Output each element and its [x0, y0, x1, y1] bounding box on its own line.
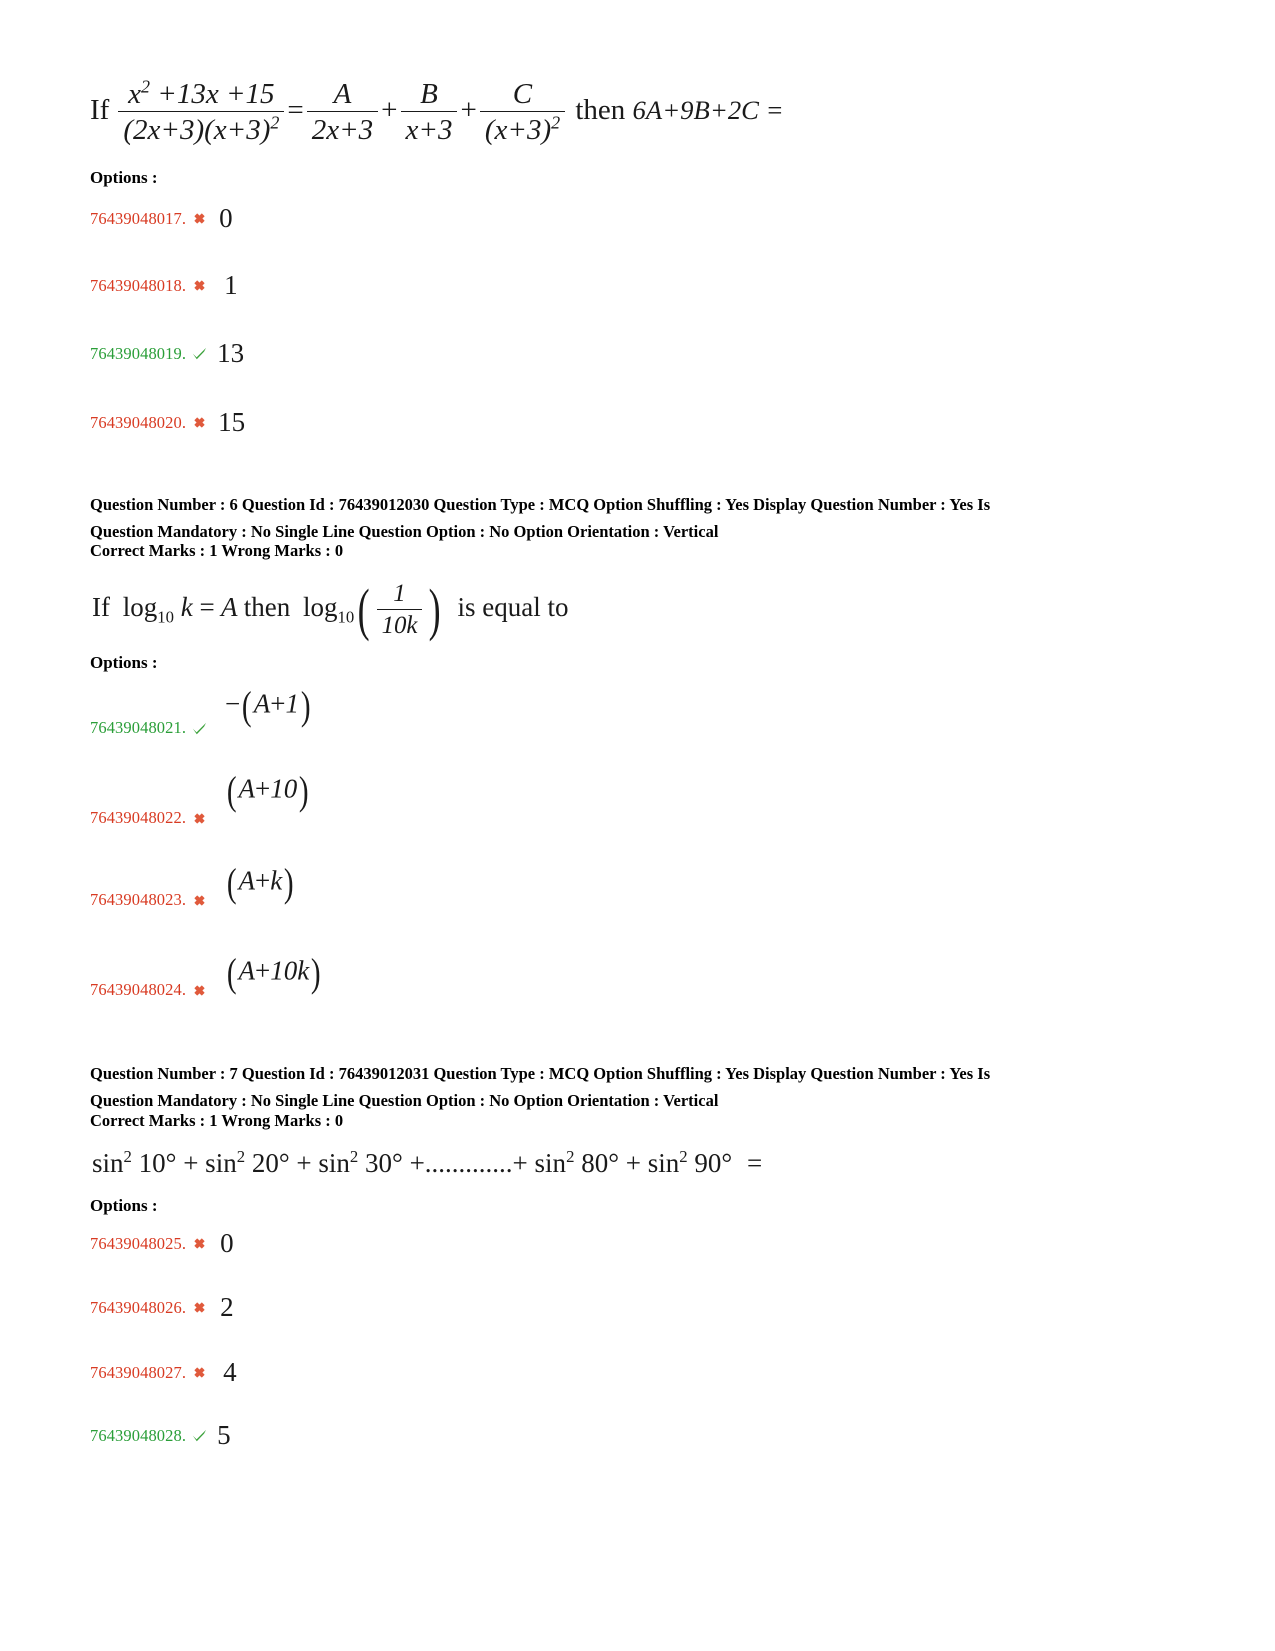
left-paren-icon: ( — [357, 577, 370, 643]
question-7-options-label: Options : — [90, 1196, 158, 1215]
option-id: 76439048020. — [90, 412, 187, 432]
question-7-option-4[interactable] — [90, 1420, 231, 1451]
wrong-cross-icon — [191, 1235, 208, 1252]
option-id: 76439048018. — [90, 275, 187, 295]
question-5-lhs-numerator: $x^2 +13x +15$ — [118, 78, 284, 112]
question-5-term-b — [401, 78, 458, 147]
q7-term-2: 20 — [251, 1148, 279, 1178]
question-6-frac-den: 10k — [381, 611, 418, 639]
question-6-log-1-arg: k — [180, 592, 193, 623]
question-5-option-3[interactable] — [90, 338, 244, 369]
left-paren-icon: ( — [226, 768, 237, 813]
correct-check-icon — [191, 1427, 208, 1444]
q7-term-5: 90 — [694, 1148, 722, 1178]
question-5-term-c-num: C — [480, 78, 565, 112]
question-5-expression — [90, 78, 784, 147]
question-7-expression: $\sin^2 10^\circ + \sin^2 20^\circ + \sin^2 30^\circ$ +.............+ $\sin^2 80^\circ + \sin^2 90^\circ$ = — [92, 1147, 763, 1178]
left-paren-icon: ( — [242, 683, 252, 728]
option-value: 0 — [220, 1228, 234, 1258]
question-6-option-1-value: −(A+1) — [225, 683, 311, 728]
question-6-meta-line-1: Question Number : 6 Question Id : 76439012030 Question Type : MCQ Option Shuffling : Yes Display Question Number : Yes Is — [90, 495, 991, 514]
wrong-cross-icon — [191, 982, 208, 999]
option-id: 76439048022. — [90, 808, 187, 827]
wrong-cross-icon — [191, 892, 208, 909]
question-5-term-c — [480, 78, 565, 147]
question-5-option-2[interactable] — [90, 270, 238, 301]
option-id: 76439048028. — [90, 1425, 187, 1445]
question-6-inner-fraction — [377, 580, 423, 640]
option-id: 76439048024. — [90, 980, 187, 999]
question-5-option-1[interactable] — [90, 203, 233, 234]
question-6-frac-num: 1 — [377, 580, 423, 610]
question-5-option-4[interactable] — [90, 407, 245, 438]
question-6-then: then — [243, 592, 291, 623]
option-id: 76439048026. — [90, 1297, 187, 1317]
wrong-cross-icon — [191, 1299, 208, 1316]
question-6-rhs: A — [220, 592, 237, 623]
q7-equals: = — [746, 1148, 763, 1178]
right-paren-icon: ) — [300, 683, 311, 728]
question-5-term-b-num: B — [401, 78, 458, 112]
question-5-then: then — [575, 94, 626, 127]
question-6-option-3-value: (A+k) — [226, 860, 294, 905]
question-7-option-2[interactable] — [90, 1292, 234, 1323]
question-6-meta-line-2: Question Mandatory : No Single Line Question Option : No Option Orientation : Vertical — [90, 521, 719, 541]
question-6-option-4-value: (A+10k) — [226, 950, 321, 995]
option-id: 76439048021. — [90, 718, 187, 737]
question-5-term-c-den: $(x+3)^2$ — [484, 112, 561, 147]
question-6-lead: If — [92, 592, 110, 623]
option-value: 4 — [223, 1357, 237, 1387]
question-6-metadata — [90, 494, 1190, 544]
question-5-term-b-den: x+3 — [405, 114, 453, 147]
question-6-log-1: $\log_{10}$ — [122, 592, 174, 627]
correct-check-icon — [191, 345, 208, 362]
question-7-option-1[interactable] — [90, 1228, 234, 1259]
q7-term-3: 30 — [365, 1148, 393, 1178]
wrong-cross-icon — [191, 1364, 208, 1381]
left-paren-icon: ( — [226, 950, 237, 995]
question-5-term-a-num: A — [307, 78, 378, 112]
wrong-cross-icon — [191, 277, 208, 294]
question-6-expression — [92, 577, 569, 643]
question-7-meta-line-2: Question Mandatory : No Single Line Question Option : No Option Orientation : Vertical — [90, 1090, 719, 1110]
q7-ellipsis: +.............+ — [409, 1148, 528, 1178]
question-6-log-2: $\log_{10}$ — [302, 592, 355, 627]
right-paren-icon: ) — [299, 768, 309, 813]
question-6-marks: Correct Marks : 1 Wrong Marks : 0 — [90, 541, 344, 560]
question-5-lhs-fraction — [118, 78, 284, 147]
option-id: 76439048017. — [90, 208, 187, 228]
question-6-equals: = — [199, 592, 215, 623]
question-7-marks: Correct Marks : 1 Wrong Marks : 0 — [90, 1111, 344, 1130]
option-value: 13 — [217, 338, 245, 368]
question-6-options-label: Options : — [90, 653, 158, 672]
question-5-tail: 6A+9B+2C = — [632, 95, 784, 126]
question-5-lead: If — [90, 94, 110, 127]
option-value: 2 — [220, 1292, 234, 1322]
question-7-option-3[interactable] — [90, 1357, 237, 1388]
question-7-meta-line-1: Question Number : 7 Question Id : 76439012031 Question Type : MCQ Option Shuffling : Yes Display Question Number : Yes Is — [90, 1064, 991, 1083]
question-5-plus-2: + — [460, 94, 477, 127]
option-value: 0 — [219, 203, 233, 233]
right-paren-icon: ) — [311, 950, 321, 995]
question-6-option-2[interactable] — [90, 808, 215, 828]
wrong-cross-icon — [191, 414, 208, 431]
q7-term-4: 80 — [581, 1148, 609, 1178]
option-id: 76439048019. — [90, 343, 187, 363]
question-6-option-4[interactable] — [90, 980, 215, 1000]
question-5-lhs-denominator: $(2x+3)(x+3)^2$ — [123, 112, 280, 147]
question-5-equals: = — [287, 94, 304, 127]
question-5-plus-1: + — [381, 94, 398, 127]
option-id: 76439048023. — [90, 890, 187, 909]
option-id: 76439048025. — [90, 1233, 187, 1253]
right-paren-icon: ) — [284, 860, 294, 905]
question-6-tail: is equal to — [457, 592, 569, 623]
wrong-cross-icon — [191, 210, 208, 227]
question-6-option-2-value: (A+10) — [226, 768, 309, 813]
option-value: 1 — [224, 270, 238, 300]
left-paren-icon: ( — [226, 860, 237, 905]
question-5-term-a-den: 2x+3 — [311, 114, 374, 147]
q7-term-1: 10 — [138, 1148, 166, 1178]
correct-check-icon — [191, 720, 208, 737]
wrong-cross-icon — [191, 810, 208, 827]
option-id: 76439048027. — [90, 1362, 187, 1382]
right-paren-icon: ) — [429, 577, 442, 643]
question-5-options-label: Options : — [90, 168, 158, 187]
question-6-option-3[interactable] — [90, 890, 215, 910]
question-6-option-1[interactable] — [90, 718, 215, 738]
question-5-term-a — [307, 78, 378, 147]
question-7-metadata — [90, 1063, 1190, 1113]
option-value: 5 — [217, 1420, 231, 1450]
option-value: 15 — [218, 407, 246, 437]
